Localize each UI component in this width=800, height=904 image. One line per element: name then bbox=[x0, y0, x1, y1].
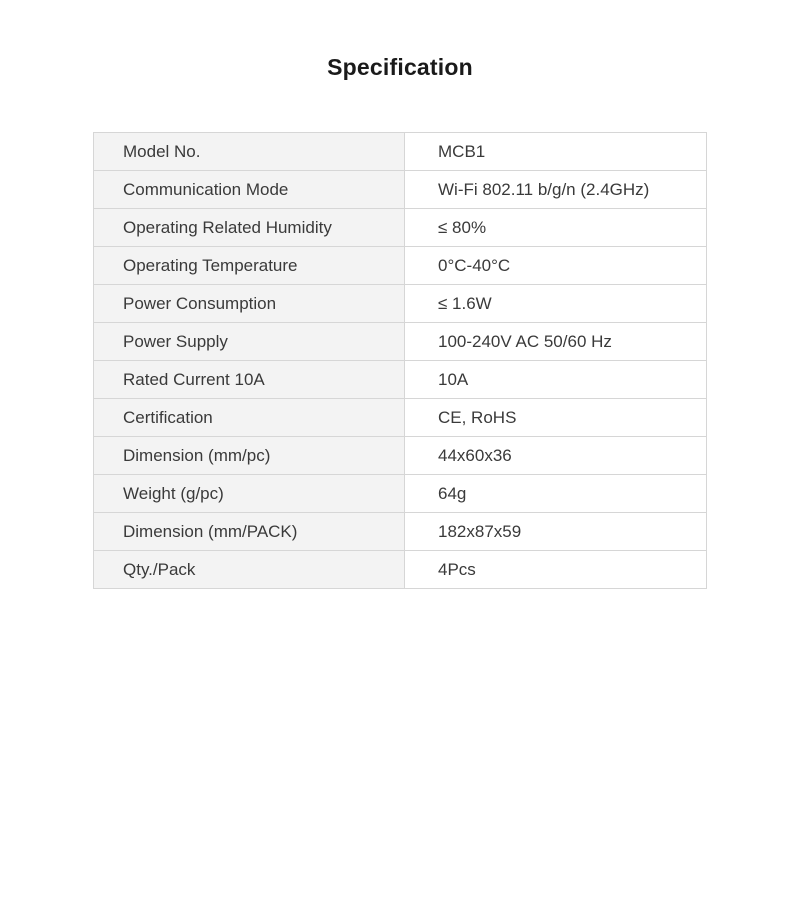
spec-label: Operating Temperature bbox=[94, 247, 405, 285]
spec-value: Wi-Fi 802.11 b/g/n (2.4GHz) bbox=[405, 171, 707, 209]
table-row bbox=[94, 247, 707, 285]
spec-value: 4Pcs bbox=[405, 551, 707, 589]
spec-label: Weight (g/pc) bbox=[94, 475, 405, 513]
table-row bbox=[94, 361, 707, 399]
spec-value: 0°C-40°C bbox=[405, 247, 707, 285]
spec-label: Dimension (mm/PACK) bbox=[94, 513, 405, 551]
spec-label: Power Supply bbox=[94, 323, 405, 361]
table-row bbox=[94, 513, 707, 551]
spec-label: Power Consumption bbox=[94, 285, 405, 323]
table-row bbox=[94, 475, 707, 513]
page-title: Specification bbox=[327, 54, 473, 80]
table-row bbox=[94, 437, 707, 475]
spec-value: ≤ 1.6W bbox=[405, 285, 707, 323]
spec-value: 10A bbox=[405, 361, 707, 399]
spec-label: Model No. bbox=[94, 133, 405, 171]
spec-label: Rated Current 10A bbox=[94, 361, 405, 399]
spec-value: 64g bbox=[405, 475, 707, 513]
spec-value: CE, RoHS bbox=[405, 399, 707, 437]
spec-label: Dimension (mm/pc) bbox=[94, 437, 405, 475]
table-row bbox=[94, 551, 707, 589]
specification-table bbox=[93, 132, 707, 589]
spec-value: 100-240V AC 50/60 Hz bbox=[405, 323, 707, 361]
spec-value: 182x87x59 bbox=[405, 513, 707, 551]
spec-value: ≤ 80% bbox=[405, 209, 707, 247]
spec-label: Operating Related Humidity bbox=[94, 209, 405, 247]
table-row bbox=[94, 399, 707, 437]
table-row bbox=[94, 133, 707, 171]
table-row bbox=[94, 285, 707, 323]
spec-value: 44x60x36 bbox=[405, 437, 707, 475]
spec-label: Certification bbox=[94, 399, 405, 437]
spec-label: Communication Mode bbox=[94, 171, 405, 209]
table-row bbox=[94, 323, 707, 361]
spec-value: MCB1 bbox=[405, 133, 707, 171]
table-row bbox=[94, 171, 707, 209]
table-row bbox=[94, 209, 707, 247]
spec-label: Qty./Pack bbox=[94, 551, 405, 589]
